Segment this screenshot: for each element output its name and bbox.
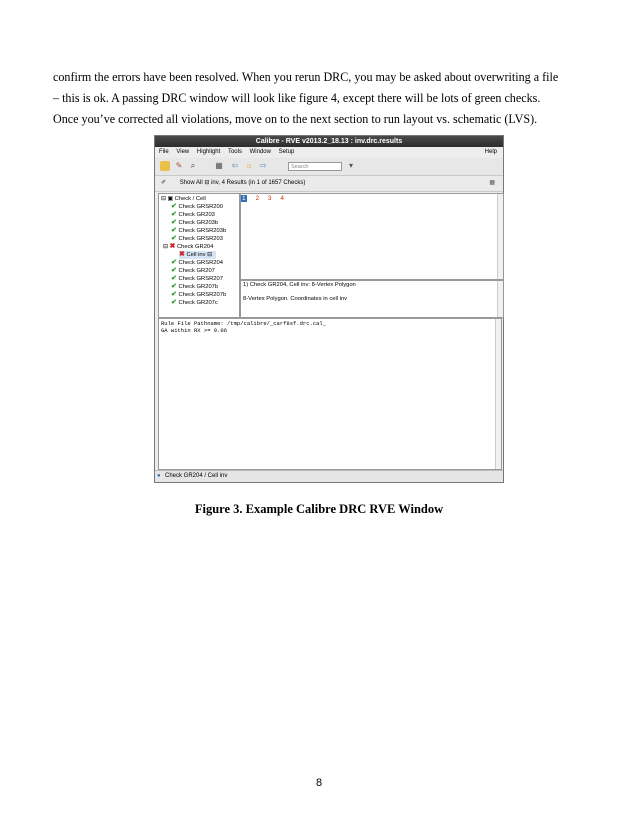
search-input: Search [288, 162, 342, 171]
results-pane [240, 193, 504, 280]
detail-line-1: 1) Check GR204, Cell inv: 8-Vertex Polygon [243, 282, 356, 288]
rule-text-pane [158, 318, 502, 470]
body-paragraph [53, 67, 588, 130]
menu-window: Window [249, 149, 271, 155]
tree-item: ✔ Check GR203b [171, 219, 219, 226]
result-number-3: 3 [267, 195, 272, 202]
toolbar-filter [155, 176, 503, 192]
tree-item: ✔ Check GR207c [171, 299, 218, 306]
tree-item-error: ⊟ ✖ Check GR204 [163, 243, 214, 250]
calibre-rve-window-screenshot [154, 135, 504, 483]
sun-icon: ☼ [245, 161, 253, 170]
result-numbers [241, 195, 291, 202]
tree-item: ✔ Check GR203 [171, 211, 215, 218]
rule-line-2: GA within RX >= 0.06 [161, 326, 228, 334]
info-icon: ● [157, 473, 161, 479]
result-number-2: 2 [255, 195, 260, 202]
grid-icon: ▦ [215, 161, 223, 170]
arrow-left-icon: ⇦ [231, 161, 239, 170]
scrollbar [495, 319, 501, 469]
pencil-icon: ✎ [175, 161, 183, 170]
tree-item: ✔ Check GRSR203 [171, 235, 223, 242]
tree-item: ✔ Check GRSR203b [171, 227, 227, 234]
folder-icon [160, 161, 170, 171]
tree-item: ✔ Check GRSR204 [171, 259, 223, 266]
detail-line-2: 8-Vertex Polygon. Coordinates in cell inv [243, 296, 348, 302]
tree-item: ✔ Check GR207 [171, 267, 215, 274]
tree-header: ⊟ ▣ Check / Cell [161, 196, 206, 202]
status-text: Check GR204 / Cell inv [165, 473, 228, 479]
menu-help: Help [484, 149, 497, 155]
tree-item: ✔ Check GRSR207 [171, 275, 223, 282]
tree-item: ✔ Check GRSR207b [171, 291, 227, 298]
body-line-2: – this is ok. A passing DRC window will look like figure 4, except there will be lots of green checks. [53, 91, 541, 105]
filter-summary: Show All ⊟ inv, 4 Results (in 1 of 1657 Checks) [179, 180, 306, 186]
window-titlebar: Calibre - RVE v2013.2_18.13 : inv.drc.results [155, 136, 503, 147]
magnifier-icon: ⌕ [190, 161, 196, 170]
menu-setup: Setup [278, 149, 295, 155]
menu-highlight: Highlight [196, 149, 221, 155]
toolbar-main [155, 158, 503, 176]
scrollbar [497, 194, 503, 279]
scrollbar [497, 281, 503, 317]
page-number: 8 [315, 777, 323, 789]
arrow-right-icon: ⇨ [259, 161, 267, 170]
menu-view: View [176, 149, 190, 155]
layout-icon: ▦ [489, 180, 495, 186]
menu-bar [155, 147, 503, 157]
detail-pane [240, 280, 504, 318]
chevron-down-icon: ▾ [348, 161, 353, 170]
pen-icon: ✐ [161, 180, 167, 186]
tree-item: ✔ Check GRSR200 [171, 203, 223, 210]
menu-tools: Tools [227, 149, 242, 155]
figure-caption: Figure 3. Example Calibre DRC RVE Window [194, 502, 444, 516]
body-line-1: confirm the errors have been resolved. When you rerun DRC, you may be asked about overwriting a file [53, 70, 559, 84]
menu-file: File [159, 149, 169, 155]
check-tree [158, 193, 240, 318]
body-line-3: Once you’ve corrected all violations, move on to the next section to run layout vs. schematic (LVS). [53, 112, 538, 126]
tree-item-selected: ✖ Cell inv ⊟ [179, 251, 216, 259]
status-bar [155, 470, 503, 482]
result-number-4: 4 [280, 195, 284, 202]
result-number-1: 1 [242, 195, 246, 202]
rule-line-1: Rule File Pathname: /tmp/calibre/_carf8sf.drc.cal_ [161, 320, 327, 327]
tree-item: ✔ Check GR207b [171, 283, 219, 290]
